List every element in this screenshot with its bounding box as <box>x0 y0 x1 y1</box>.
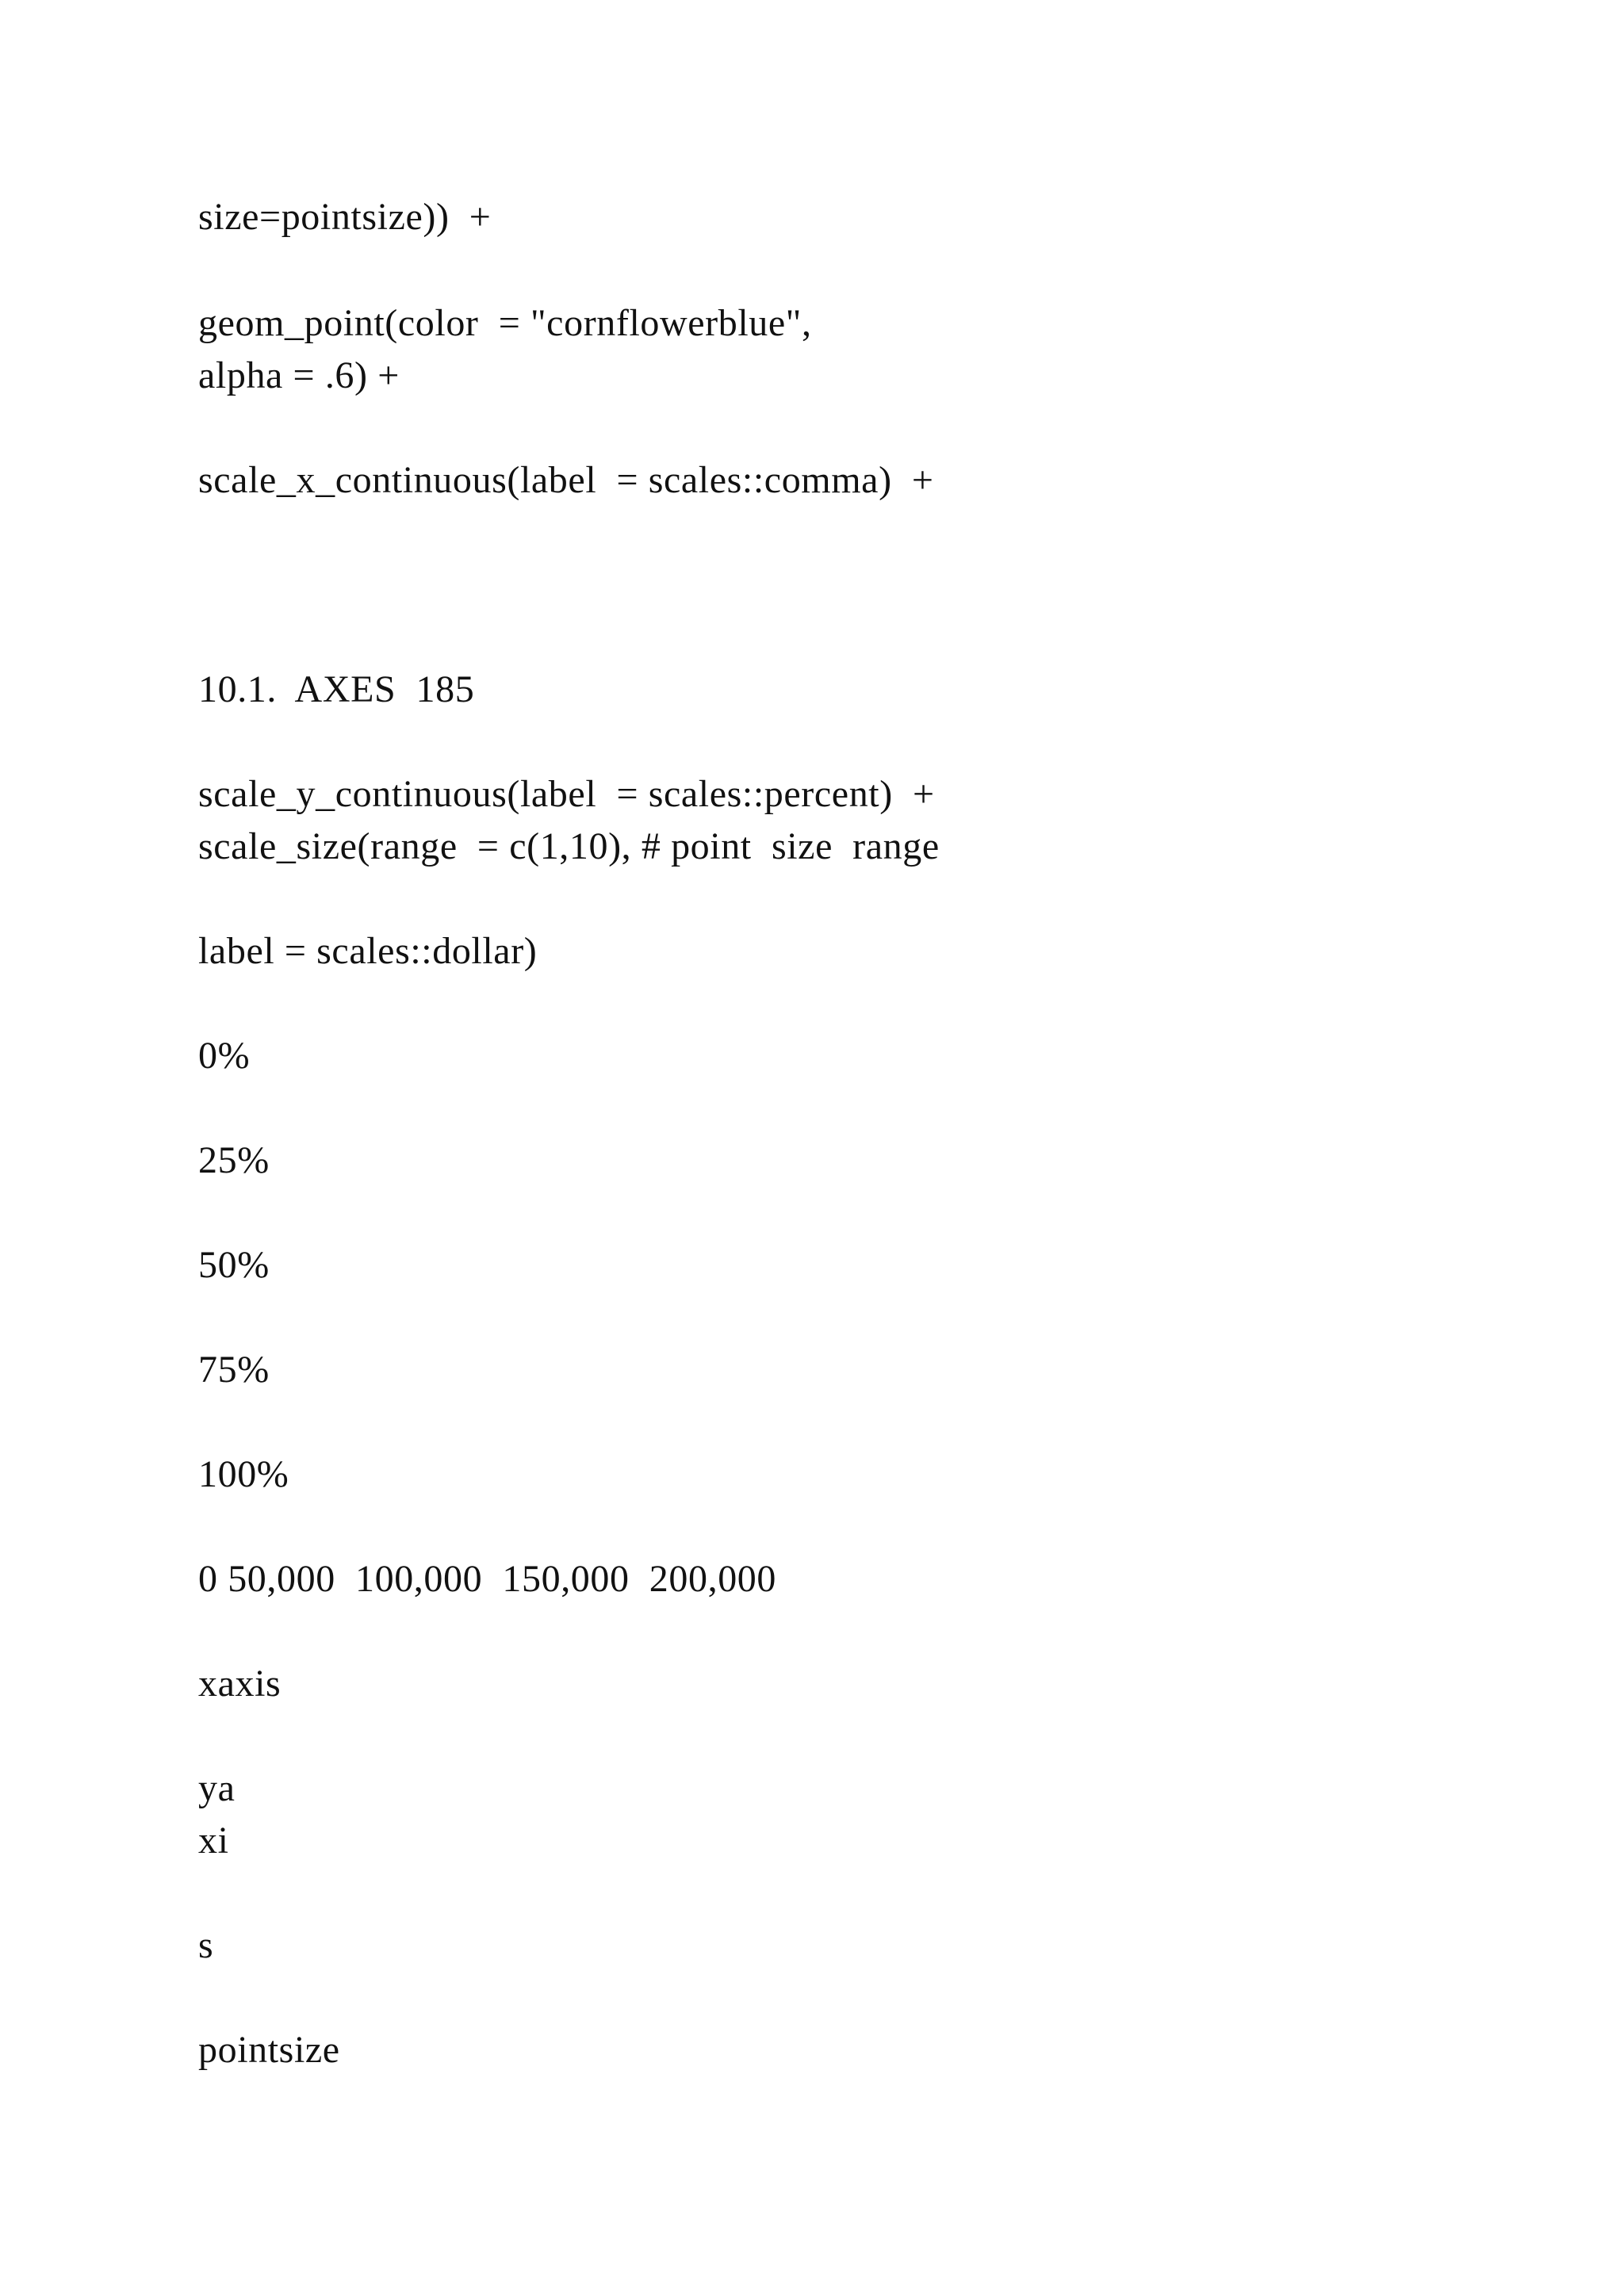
y-axis-label-part: ya <box>198 1767 236 1809</box>
size-legend-title: pointsize <box>198 2029 340 2071</box>
y-tick-label: 25% <box>198 1139 270 1181</box>
x-tick-labels: 0 50,000 100,000 150,000 200,000 <box>198 1558 776 1600</box>
y-axis-label-part: s <box>198 1924 214 1966</box>
code-line-scale-x: scale_x_continuous(label = scales::comma) + <box>198 459 934 501</box>
code-line-scale-size: scale_size(range = c(1,10), # point size range <box>198 825 940 867</box>
code-line-geom-point: geom_point(color = "cornflowerblue", <box>198 302 812 344</box>
running-header: 10.1. AXES 185 <box>198 668 475 710</box>
y-axis-label-part: xi <box>198 1820 229 1862</box>
code-line-size-aes: size=pointsize)) + <box>198 196 492 238</box>
y-tick-label: 100% <box>198 1453 289 1495</box>
code-line-alpha: alpha = .6) + <box>198 354 400 396</box>
x-axis-label: xaxis <box>198 1663 282 1705</box>
y-tick-label: 50% <box>198 1244 270 1286</box>
code-line-label-dollar: label = scales::dollar) <box>198 930 538 972</box>
code-line-scale-y: scale_y_continuous(label = scales::percent) + <box>198 773 935 815</box>
y-tick-label: 75% <box>198 1349 270 1391</box>
y-tick-label: 0% <box>198 1035 251 1077</box>
